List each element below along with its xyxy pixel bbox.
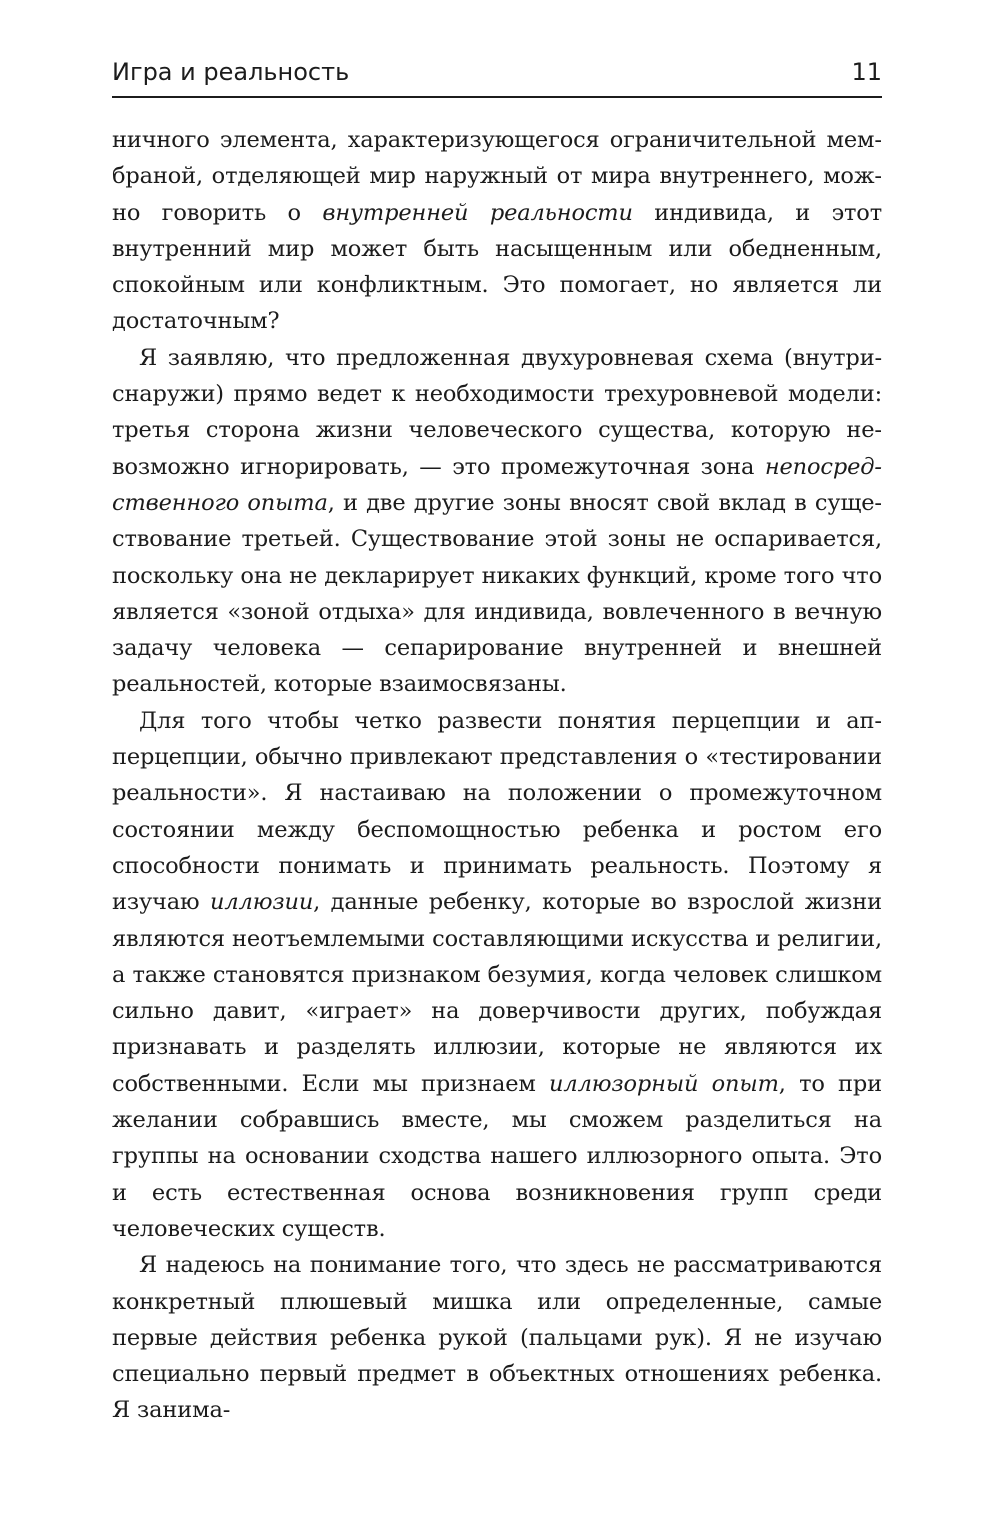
text-segment: Для того чтобы четко развести понятия перцепции и апперцепции, обычно привлекают представления о «тестировании реальности». Я настаиваю на положении о промежуточном состоянии между беспомощностью ребенка и ростом его способности понимать и принимать реальность. Поэтому я изучаю (112, 707, 882, 916)
text-segment: , данные ребенку, которые во взрослой жизни являются неотъемлемыми составляющими искусства и религии, а также становятся признаком безумия, когда человек слишком сильно давит, «играет» на доверчивости других, побуждая признавать и разделять иллюзии, которые не являются их собственными. Если мы признаем (112, 889, 882, 1097)
italic-term: иллюзорный опыт (549, 1070, 779, 1097)
page-number: 11 (851, 58, 882, 86)
italic-term: непосредственного опыта (112, 453, 882, 516)
running-title: Игра и реальность (112, 58, 350, 86)
italic-term: иллюзии (210, 889, 314, 916)
paragraph-3 (112, 703, 882, 1247)
body-text (112, 122, 882, 1429)
italic-term: внутренней реальности (322, 199, 633, 226)
text-segment: индивида, и этот внутренний мир может быть насыщенным или обедненным, спокойным или конфликтным. Это помогает, но является ли достаточным? (112, 199, 883, 335)
paragraph-2 (112, 340, 882, 703)
running-head (112, 56, 882, 98)
paragraph-1 (112, 122, 882, 340)
text-segment: Я надеюсь на понимание того, что здесь не рассматриваются конкретный плюшевый мишка или определенные, самые первые действия ребенка рукой (пальцами рук). Я не изучаю специально первый предмет в объектных отношениях ребенка. Я занима- (112, 1252, 882, 1424)
text-segment: , и две другие зоны вносят свой вклад в существование третьей. Существование этой зоны не оспаривается, поскольку она не декларирует никаких функций, кроме того что является «зоной отдыха» для индивида, вовлеченного в вечную задачу человека — сепарирование внутренней и внешней реальностей, которые взаимосвязаны. (112, 489, 883, 698)
paragraph-4 (112, 1247, 882, 1428)
text-segment: Я заявляю, что предложенная двухуровневая схема (внутри-снаружи) прямо ведет к необходимости трехуровневой модели: третья сторона жизни человеческого существа, которую невозможно игнорировать, — это промежуточная зона (112, 344, 882, 480)
text-segment: , то при желании собравшись вместе, мы сможем разделиться на группы на основании сходства нашего иллюзорного опыта. Это и есть естественная основа возникновения групп среди человеческих существ. (112, 1070, 883, 1242)
text-segment: ничного элемента, характеризующегося ограничительной мембраной, отделяющей мир наружный от мира внутреннего, можно говорить о (112, 127, 882, 226)
